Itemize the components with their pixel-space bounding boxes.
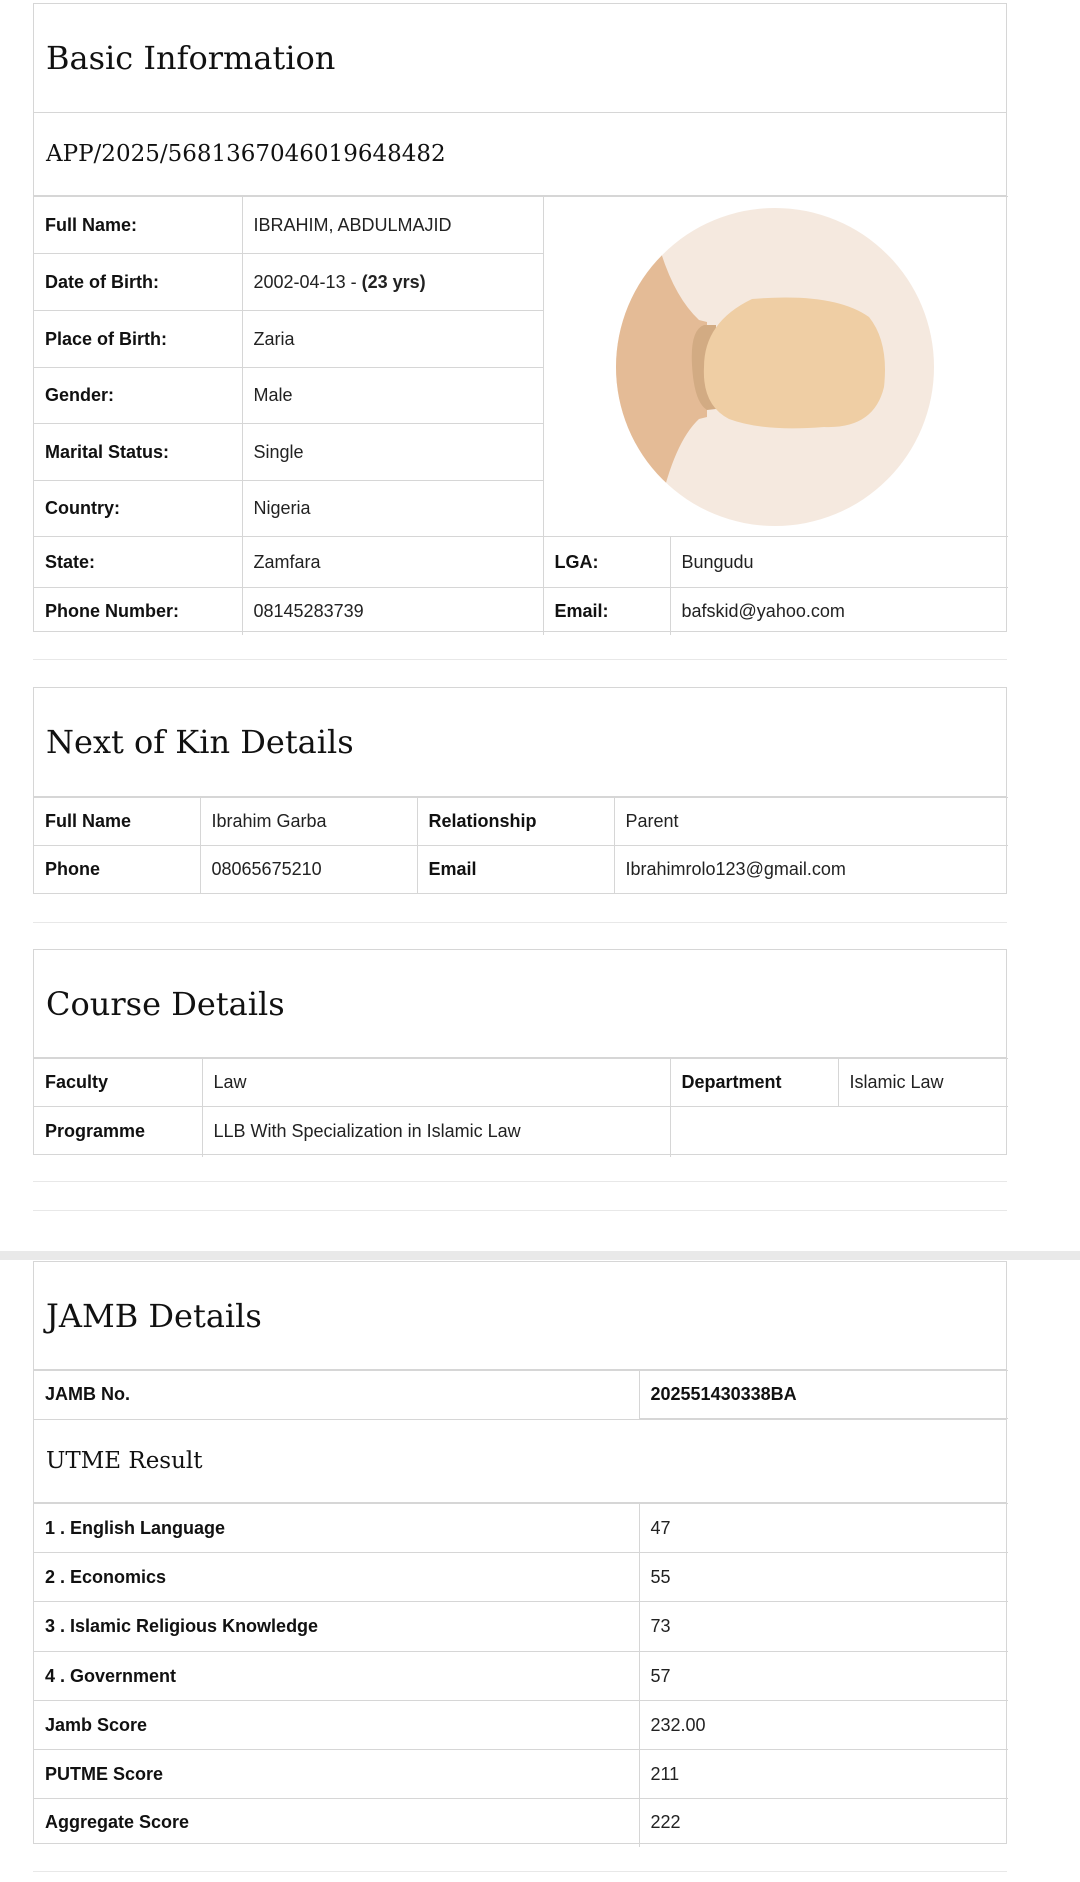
state-value: Zamfara [242, 537, 543, 588]
faculty-value: Law [202, 1059, 670, 1107]
date-of-birth-date: 2002-04-13 - [253, 271, 362, 292]
jamb-number-value: 202551430338BA [639, 1371, 1008, 1419]
lga-value: Bungudu [670, 537, 1008, 588]
country-label: Country: [34, 481, 242, 537]
gender-label: Gender: [34, 368, 242, 424]
kin-phone-label: Phone [34, 846, 200, 894]
faculty-label: Faculty [34, 1059, 202, 1107]
place-of-birth-value: Zaria [242, 311, 543, 368]
full-name-label: Full Name: [34, 197, 242, 254]
programme-value: LLB With Specialization in Islamic Law [202, 1107, 670, 1157]
place-of-birth-label: Place of Birth: [34, 311, 242, 368]
next-of-kin-title: Next of Kin Details [34, 688, 1006, 797]
marital-status-value: Single [242, 424, 543, 481]
date-of-birth-label: Date of Birth: [34, 254, 242, 311]
aggregate-score-value: 222 [639, 1799, 1008, 1847]
basic-information-section [33, 3, 1007, 632]
kin-relationship-value: Parent [614, 798, 1008, 846]
putme-score-value: 211 [639, 1750, 1008, 1799]
email-value: bafskid@yahoo.com [670, 588, 1008, 635]
subject-score: 55 [639, 1553, 1008, 1602]
kin-phone-value: 08065675210 [200, 846, 417, 894]
subject-label: 3 . Islamic Religious Knowledge [34, 1602, 639, 1652]
jamb-number-label: JAMB No. [34, 1371, 639, 1419]
course-details-section [33, 949, 1007, 1155]
course-details-title: Course Details [34, 950, 1006, 1058]
jamb-score-value: 232.00 [639, 1701, 1008, 1750]
subject-score: 47 [639, 1504, 1008, 1553]
subject-label: 2 . Economics [34, 1553, 639, 1602]
kin-full-name-value: Ibrahim Garba [200, 798, 417, 846]
basic-information-title: Basic Information [34, 4, 1006, 113]
aggregate-score-label: Aggregate Score [34, 1799, 639, 1847]
department-label: Department [670, 1059, 838, 1107]
jamb-score-label: Jamb Score [34, 1701, 639, 1750]
jamb-details-title: JAMB Details [34, 1262, 1006, 1370]
lga-label: LGA: [543, 537, 670, 588]
divider [33, 922, 1007, 923]
subject-label: 1 . English Language [34, 1504, 639, 1553]
subject-score: 73 [639, 1602, 1008, 1652]
divider [33, 659, 1007, 660]
page-break [0, 1251, 1080, 1260]
user-avatar-placeholder-icon [544, 197, 1009, 537]
empty-cell [670, 1107, 1008, 1157]
basic-information-table [34, 196, 1008, 635]
subject-score: 57 [639, 1652, 1008, 1701]
department-value: Islamic Law [838, 1059, 1008, 1107]
putme-score-label: PUTME Score [34, 1750, 639, 1799]
age-text: (23 yrs) [361, 271, 426, 292]
jamb-details-section [33, 1261, 1007, 1844]
subject-label: 4 . Government [34, 1652, 639, 1701]
kin-full-name-label: Full Name [34, 798, 200, 846]
kin-relationship-label: Relationship [417, 798, 614, 846]
phone-number-value: 08145283739 [242, 588, 543, 635]
divider [33, 1181, 1007, 1182]
programme-label: Programme [34, 1107, 202, 1157]
email-label: Email: [543, 588, 670, 635]
utme-result-table [34, 1503, 1008, 1847]
utme-result-title: UTME Result [34, 1419, 1006, 1503]
country-value: Nigeria [242, 481, 543, 537]
gender-value: Male [242, 368, 543, 424]
full-name-value: IBRAHIM, ABDULMAJID [242, 197, 543, 254]
jamb-number-table [34, 1370, 1008, 1419]
divider [33, 1871, 1007, 1872]
phone-number-label: Phone Number: [34, 588, 242, 635]
marital-status-label: Marital Status: [34, 424, 242, 481]
course-details-table [34, 1058, 1008, 1157]
state-label: State: [34, 537, 242, 588]
kin-email-label: Email [417, 846, 614, 894]
date-of-birth-value [242, 254, 543, 311]
next-of-kin-table [34, 797, 1008, 894]
kin-email-value: Ibrahimrolo123@gmail.com [614, 846, 1008, 894]
application-number: APP/2025/5681367046019648482 [34, 113, 1006, 196]
passport-photo [543, 197, 1008, 537]
next-of-kin-section [33, 687, 1007, 894]
divider [33, 1210, 1007, 1211]
